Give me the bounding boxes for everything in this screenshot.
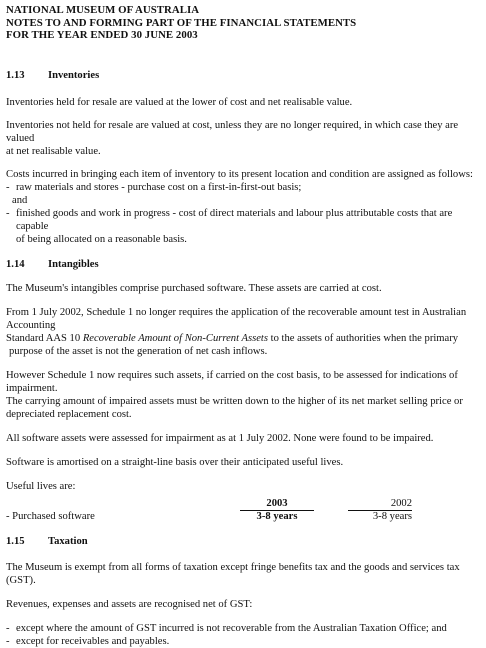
list-item-continuation: of being allocated on a reasonable basis.: [16, 233, 187, 245]
paragraph-line: The carrying amount of impaired assets must be written down to the higher of its net market selling price or: [6, 395, 463, 407]
document-header: [6, 4, 480, 42]
header-line-1: NATIONAL MUSEUM OF AUSTRALIA: [6, 4, 200, 16]
section-heading-inventories: [6, 69, 480, 82]
paragraph-line: From 1 July 2002, Schedule 1 no longer requires the application of the recoverable amount test in Australian Accounting: [6, 306, 467, 331]
section-title: Taxation: [48, 535, 88, 547]
section-number: 1.14: [6, 258, 25, 270]
standard-title: Recoverable Amount of Non-Current Assets: [82, 332, 268, 344]
paragraph: The Museum is exempt from all forms of taxation except fringe benefits tax and the goods and services tax (GST).: [6, 561, 460, 586]
list-item: [6, 207, 480, 233]
list-item: [6, 622, 480, 635]
section-title: Inventories: [48, 69, 100, 81]
list-item-text: except for receivables and payables.: [16, 635, 170, 647]
bullet-dash: -: [6, 207, 10, 219]
text-run: Standard AAS 10: [6, 332, 83, 344]
paragraph: The Museum's intangibles comprise purchased software. These assets are carried at cost.: [6, 282, 382, 294]
paragraph: Software is amortised on a straight-line basis over their anticipated useful lives.: [6, 456, 344, 468]
section-number: 1.15: [6, 535, 25, 547]
document-page: [6, 4, 480, 648]
connector-text: and: [12, 194, 28, 206]
paragraph: All software assets were assessed for impairment as at 1 July 2002. None were found to be impaired.: [6, 432, 434, 444]
list-item-text: except where the amount of GST incurred is not recoverable from the Australian Taxation Office; and: [16, 622, 447, 634]
header-line-2: NOTES TO AND FORMING PART OF THE FINANCIAL STATEMENTS: [6, 16, 357, 29]
section-heading-intangibles: [6, 258, 480, 271]
column-header-2002: 2002: [348, 497, 412, 511]
section-heading-taxation: [6, 535, 480, 548]
text-run: to the assets of authorities when the primary: [268, 332, 459, 344]
paragraph-line: [6, 332, 480, 345]
list-item-text: raw materials and stores - purchase cost on a first-in-first-out basis;: [16, 181, 302, 193]
list-item: [6, 181, 480, 194]
bullet-dash: -: [6, 635, 10, 647]
cell-2003: 3-8 years: [256, 510, 298, 522]
paragraph: Useful lives are:: [6, 480, 76, 492]
paragraph-line: However Schedule 1 now requires such assets, if carried on the cost basis, to be assessed for indications of impairment.: [6, 369, 458, 394]
column-header-2003: 2003: [240, 497, 314, 511]
paragraph: Revenues, expenses and assets are recognised net of GST:: [6, 598, 253, 610]
cell-2002: 3-8 years: [372, 510, 412, 522]
bullet-dash: -: [6, 181, 10, 193]
paragraph-line: depreciated replacement cost.: [6, 408, 132, 420]
section-number: 1.13: [6, 69, 25, 81]
paragraph: Inventories held for resale are valued at the lower of cost and net realisable value.: [6, 96, 353, 108]
row-label: - Purchased software: [6, 510, 95, 522]
header-line-3: FOR THE YEAR ENDED 30 JUNE 2003: [6, 29, 198, 41]
paragraph-line: Inventories not held for resale are valued at cost, unless they are no longer required, in which case they are valued: [6, 119, 459, 144]
useful-lives-table: [6, 497, 480, 523]
list-item-text: finished goods and work in progress - cost of direct materials and labour plus attributable costs that are capable: [16, 207, 453, 232]
list-item: [6, 635, 480, 648]
paragraph-line: at net realisable value.: [6, 145, 101, 157]
bullet-dash: -: [6, 622, 10, 634]
paragraph-line: purpose of the asset is not the generation of net cash inflows.: [9, 345, 268, 357]
paragraph: Costs incurred in bringing each item of inventory to its present location and condition are assigned as follows:: [6, 168, 473, 180]
section-title: Intangibles: [48, 258, 99, 270]
